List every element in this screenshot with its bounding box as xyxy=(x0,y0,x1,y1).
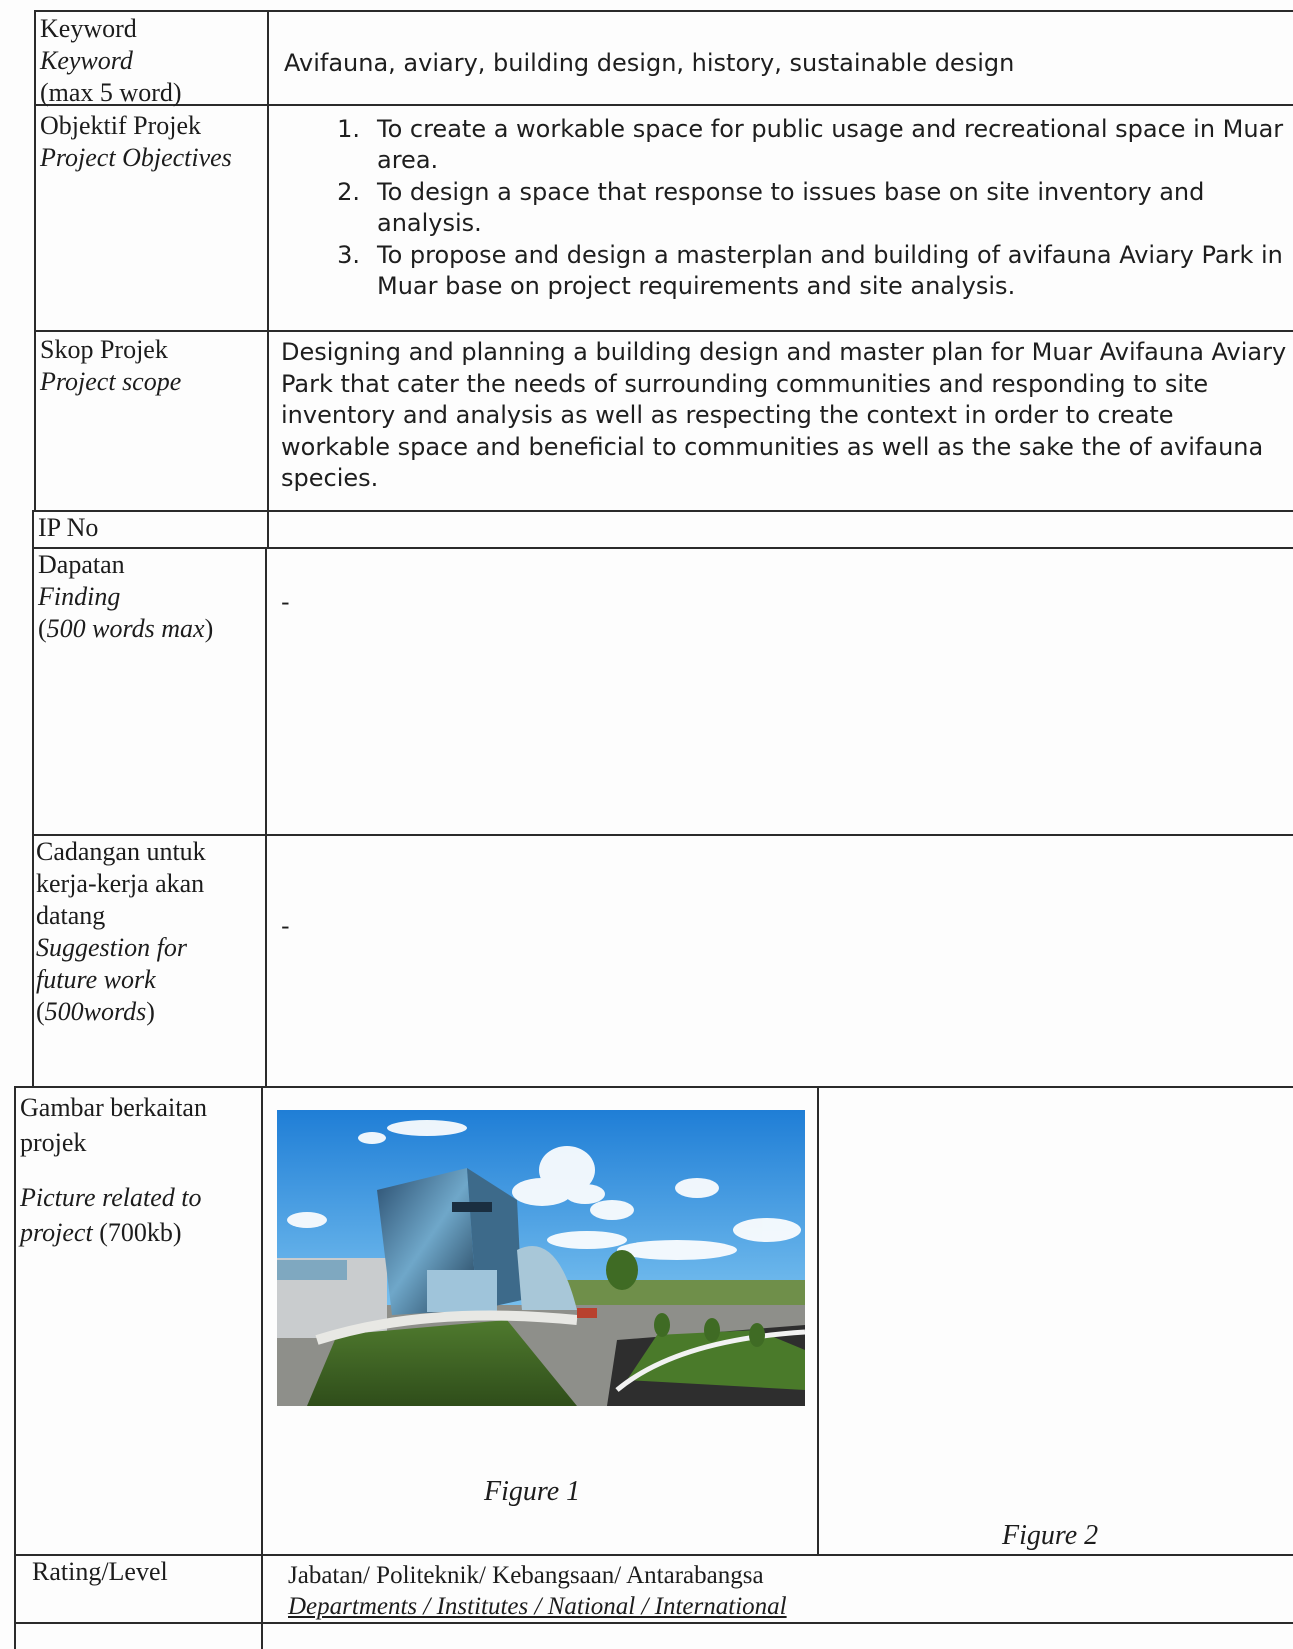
suggestion-note-open: ( xyxy=(36,997,45,1026)
row-divider-ip xyxy=(32,547,1293,549)
scope-value: Designing and planning a building design and master plan for Muar Avifauna Aviary Park that cater the needs of surrounding communities and responding to site inventory and analysis as well as respecting the context in order to create workable space and beneficial to communities as well as the sake the of avifauna species. xyxy=(281,338,1287,492)
objective-number: 2. xyxy=(337,178,360,206)
figure-2-caption: Figure 2 xyxy=(1002,1520,1099,1551)
suggestion-note-italic: 500words xyxy=(44,997,147,1026)
aviary-park-rendering xyxy=(277,1110,805,1406)
row-divider-rating xyxy=(14,1622,1293,1624)
suggestion-label-ms-2: kerja-kerja akan xyxy=(36,869,205,898)
finding-value: - xyxy=(281,588,290,616)
table-border-top xyxy=(34,10,1293,12)
objective-text: To design a space that response to issues base on site inventory and analysis. xyxy=(377,178,1205,237)
table-border-left-middle xyxy=(32,510,34,1086)
keyword-label-en: Keyword xyxy=(40,46,133,75)
finding-note-italic: 500 words max xyxy=(46,614,205,643)
pictures-label-en-2-line xyxy=(20,1215,207,1250)
objectives-label-en: Project Objectives xyxy=(40,143,232,172)
finding-label-ms: Dapatan xyxy=(38,550,125,579)
pictures-label-en-1: Picture related to xyxy=(20,1183,202,1212)
figure-1-image xyxy=(277,1110,805,1406)
suggestion-label-note xyxy=(36,996,206,1028)
objective-item xyxy=(330,177,1290,239)
objective-text: To propose and design a masterplan and building of avifauna Aviary Park in Muar base on project requirements and site analysis. xyxy=(377,241,1283,300)
objective-number: 3. xyxy=(337,241,360,269)
column-divider-middle xyxy=(265,547,267,1086)
row-divider-objectives xyxy=(34,330,1293,332)
suggestion-label-ms-1: Cadangan untuk xyxy=(36,837,206,866)
keyword-label-note: (max 5 word) xyxy=(40,78,182,107)
rating-value-en: Departments / Institutes / National / International xyxy=(288,1593,787,1620)
objectives-label xyxy=(40,110,232,174)
objectives-label-ms: Objektif Projek xyxy=(40,111,202,140)
rating-value xyxy=(288,1560,787,1622)
objective-item xyxy=(330,240,1290,302)
pictures-label-ms-1: Gambar berkaitan xyxy=(20,1093,207,1122)
pictures-label-ms-2: projek xyxy=(20,1128,87,1157)
scope-label xyxy=(40,334,181,398)
finding-label-note xyxy=(38,613,213,645)
row-divider-suggestion xyxy=(14,1086,1293,1088)
row-divider-scope xyxy=(32,510,1293,512)
keyword-label-ms: Keyword xyxy=(40,14,137,43)
pictures-label xyxy=(20,1090,207,1250)
finding-note-open: ( xyxy=(38,614,47,643)
figure-column-divider xyxy=(817,1086,819,1554)
finding-note-close: ) xyxy=(204,614,214,643)
objective-text: To create a workable space for public usage and recreational space in Muar area. xyxy=(377,115,1284,174)
scope-label-ms: Skop Projek xyxy=(40,335,168,364)
rating-label-text: Rating/Level xyxy=(32,1557,168,1586)
objective-item xyxy=(330,114,1290,176)
keyword-label xyxy=(40,13,182,109)
suggestion-value: - xyxy=(281,912,290,940)
row-divider-finding xyxy=(32,834,1293,836)
suggestion-label-en-2: future work xyxy=(36,965,156,994)
pictures-label-en-2: project xyxy=(20,1218,93,1247)
objectives-list xyxy=(330,114,1290,303)
objective-number: 1. xyxy=(337,115,360,143)
suggestion-label xyxy=(36,836,206,1028)
row-divider-pictures xyxy=(14,1554,1293,1556)
rating-label xyxy=(32,1556,168,1588)
scope-label-en: Project scope xyxy=(40,367,182,396)
rating-value-ms: Jabatan/ Politeknik/ Kebangsaan/ Antarabangsa xyxy=(288,1562,764,1589)
pictures-label-size: (700kb) xyxy=(92,1218,182,1247)
keyword-value xyxy=(284,48,1284,79)
row-divider-keyword xyxy=(34,104,1293,106)
suggestion-note-close: ) xyxy=(146,997,155,1026)
ip-label xyxy=(38,512,98,544)
column-divider-lower xyxy=(261,1086,263,1649)
figure-1-caption: Figure 1 xyxy=(484,1476,581,1507)
keyword-value-text: Avifauna, aviary, building design, history, sustainable design xyxy=(284,49,1015,77)
table-border-left-upper xyxy=(34,10,36,510)
suggestion-label-en-1: Suggestion for xyxy=(36,933,187,962)
finding-label-en: Finding xyxy=(38,582,121,611)
table-border-left-lower xyxy=(14,1086,16,1649)
ip-label-text: IP No xyxy=(38,513,99,542)
column-divider-upper xyxy=(267,10,269,547)
suggestion-label-ms-3: datang xyxy=(36,901,106,930)
finding-label xyxy=(38,549,213,645)
